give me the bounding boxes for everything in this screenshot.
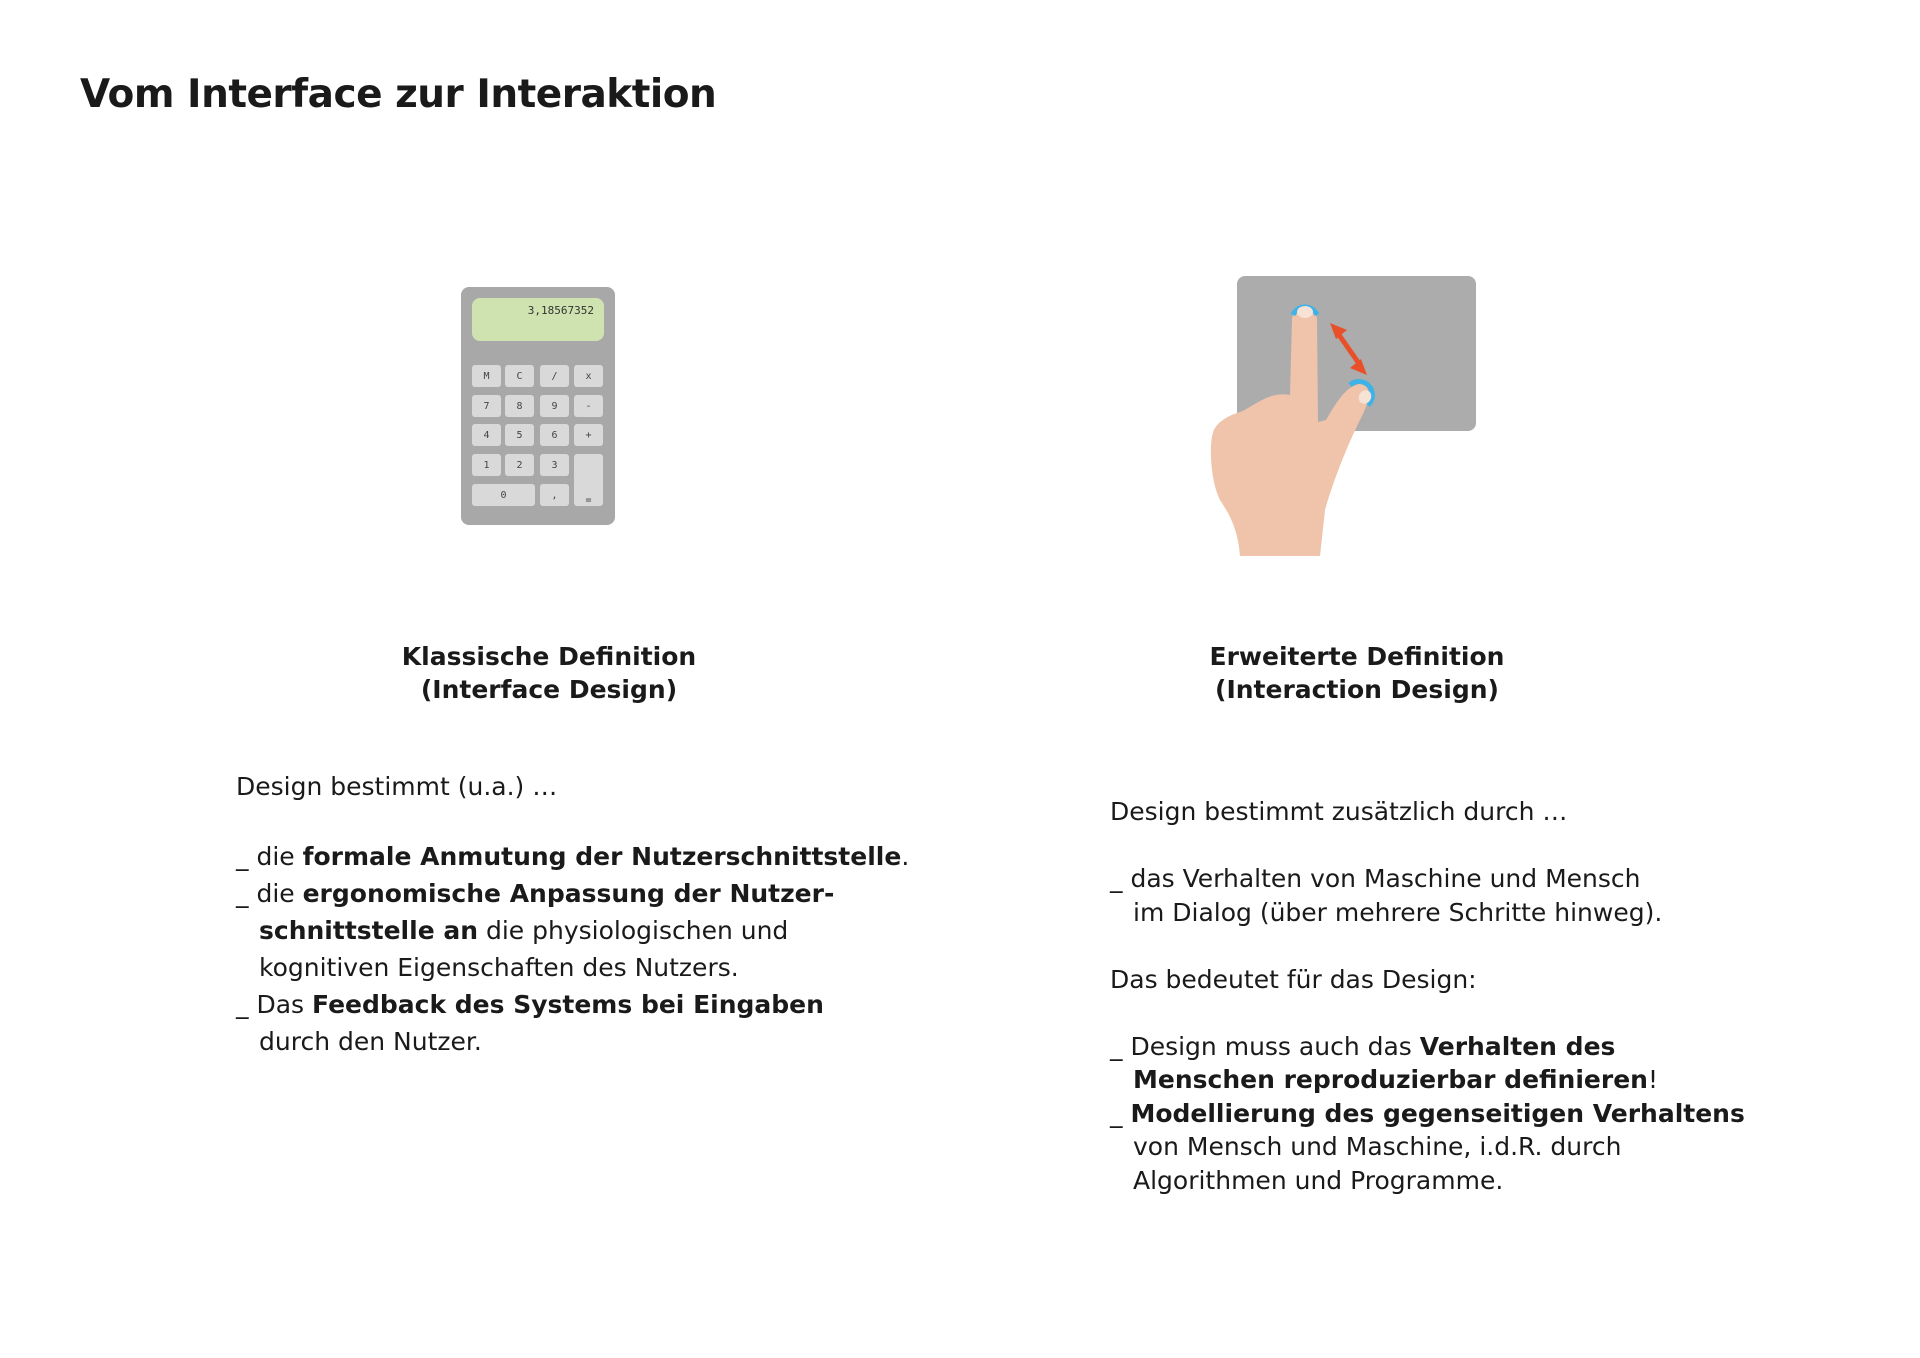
calculator-key-zero: 0 (472, 484, 535, 506)
calculator-display (472, 298, 604, 341)
calculator-key: 9 (540, 395, 569, 417)
right-bullet-continuation: im Dialog (über mehrere Schritte hinweg). (1133, 897, 1663, 927)
right-consequence: Das bedeutet für das Design: (1110, 964, 1477, 994)
left-heading-line2: (Interface Design) (420, 675, 678, 704)
right-heading (1147, 640, 1567, 706)
right-bullet: _ Modellierung des gegenseitigen Verhaltens (1110, 1098, 1745, 1128)
calculator-key: 2 (505, 454, 534, 476)
pinch-gesture-icon (1200, 260, 1520, 580)
calculator-key: 4 (472, 424, 501, 446)
right-bullet-continuation: von Mensch und Maschine, i.d.R. durch (1133, 1132, 1622, 1161)
right-bullet-continuation: Menschen reproduzierbar definieren! (1133, 1065, 1658, 1094)
right-body (1110, 795, 1745, 1197)
calculator-key: 1 (472, 454, 501, 476)
left-body (236, 768, 909, 1060)
calculator-key: 3 (540, 454, 569, 476)
calculator-key: x (574, 365, 603, 387)
double-arrow-icon (1330, 323, 1367, 375)
calculator-key: 7 (472, 395, 501, 417)
left-heading (339, 640, 759, 706)
right-bullet: _ Design muss auch das Verhalten des (1110, 1031, 1616, 1061)
calculator-key: - (574, 395, 603, 417)
left-intro: Design bestimmt (u.a.) … (236, 772, 558, 801)
calculator-key: , (540, 484, 569, 506)
calculator-key: 5 (505, 424, 534, 446)
left-bullet-continuation: schnittstelle an die physiologischen und (259, 916, 789, 945)
right-heading-line1: Erweiterte Definition (1209, 642, 1505, 671)
calculator-display-value: 3,18567352 (527, 304, 594, 317)
calculator-key: 8 (505, 395, 534, 417)
left-bullet: _ die formale Anmutung der Nutzerschnittstelle. (236, 842, 910, 871)
calculator-key: / (540, 365, 569, 387)
calculator-key-equals: = (574, 454, 603, 506)
page-title: Vom Interface zur Interaktion (80, 72, 717, 117)
left-bullet-continuation: kognitiven Eigenschaften des Nutzers. (259, 953, 739, 982)
right-intro: Design bestimmt zusätzlich durch … (1110, 797, 1568, 826)
right-bullet-continuation: Algorithmen und Programme. (1133, 1165, 1504, 1195)
calculator-icon (461, 287, 615, 525)
calculator-key: M (472, 365, 501, 387)
right-heading-line2: (Interaction Design) (1215, 675, 1499, 704)
left-bullet-continuation: durch den Nutzer. (259, 1027, 482, 1056)
right-bullet: _ das Verhalten von Maschine und Mensch (1110, 864, 1641, 893)
left-heading-line1: Klassische Definition (401, 642, 697, 671)
calculator-key: + (574, 424, 603, 446)
calculator-key: C (505, 365, 534, 387)
left-bullet: _ Das Feedback des Systems bei Eingaben (236, 990, 824, 1019)
left-bullet: _ die ergonomische Anpassung der Nutzer- (236, 879, 835, 908)
calculator-key: 6 (540, 424, 569, 446)
